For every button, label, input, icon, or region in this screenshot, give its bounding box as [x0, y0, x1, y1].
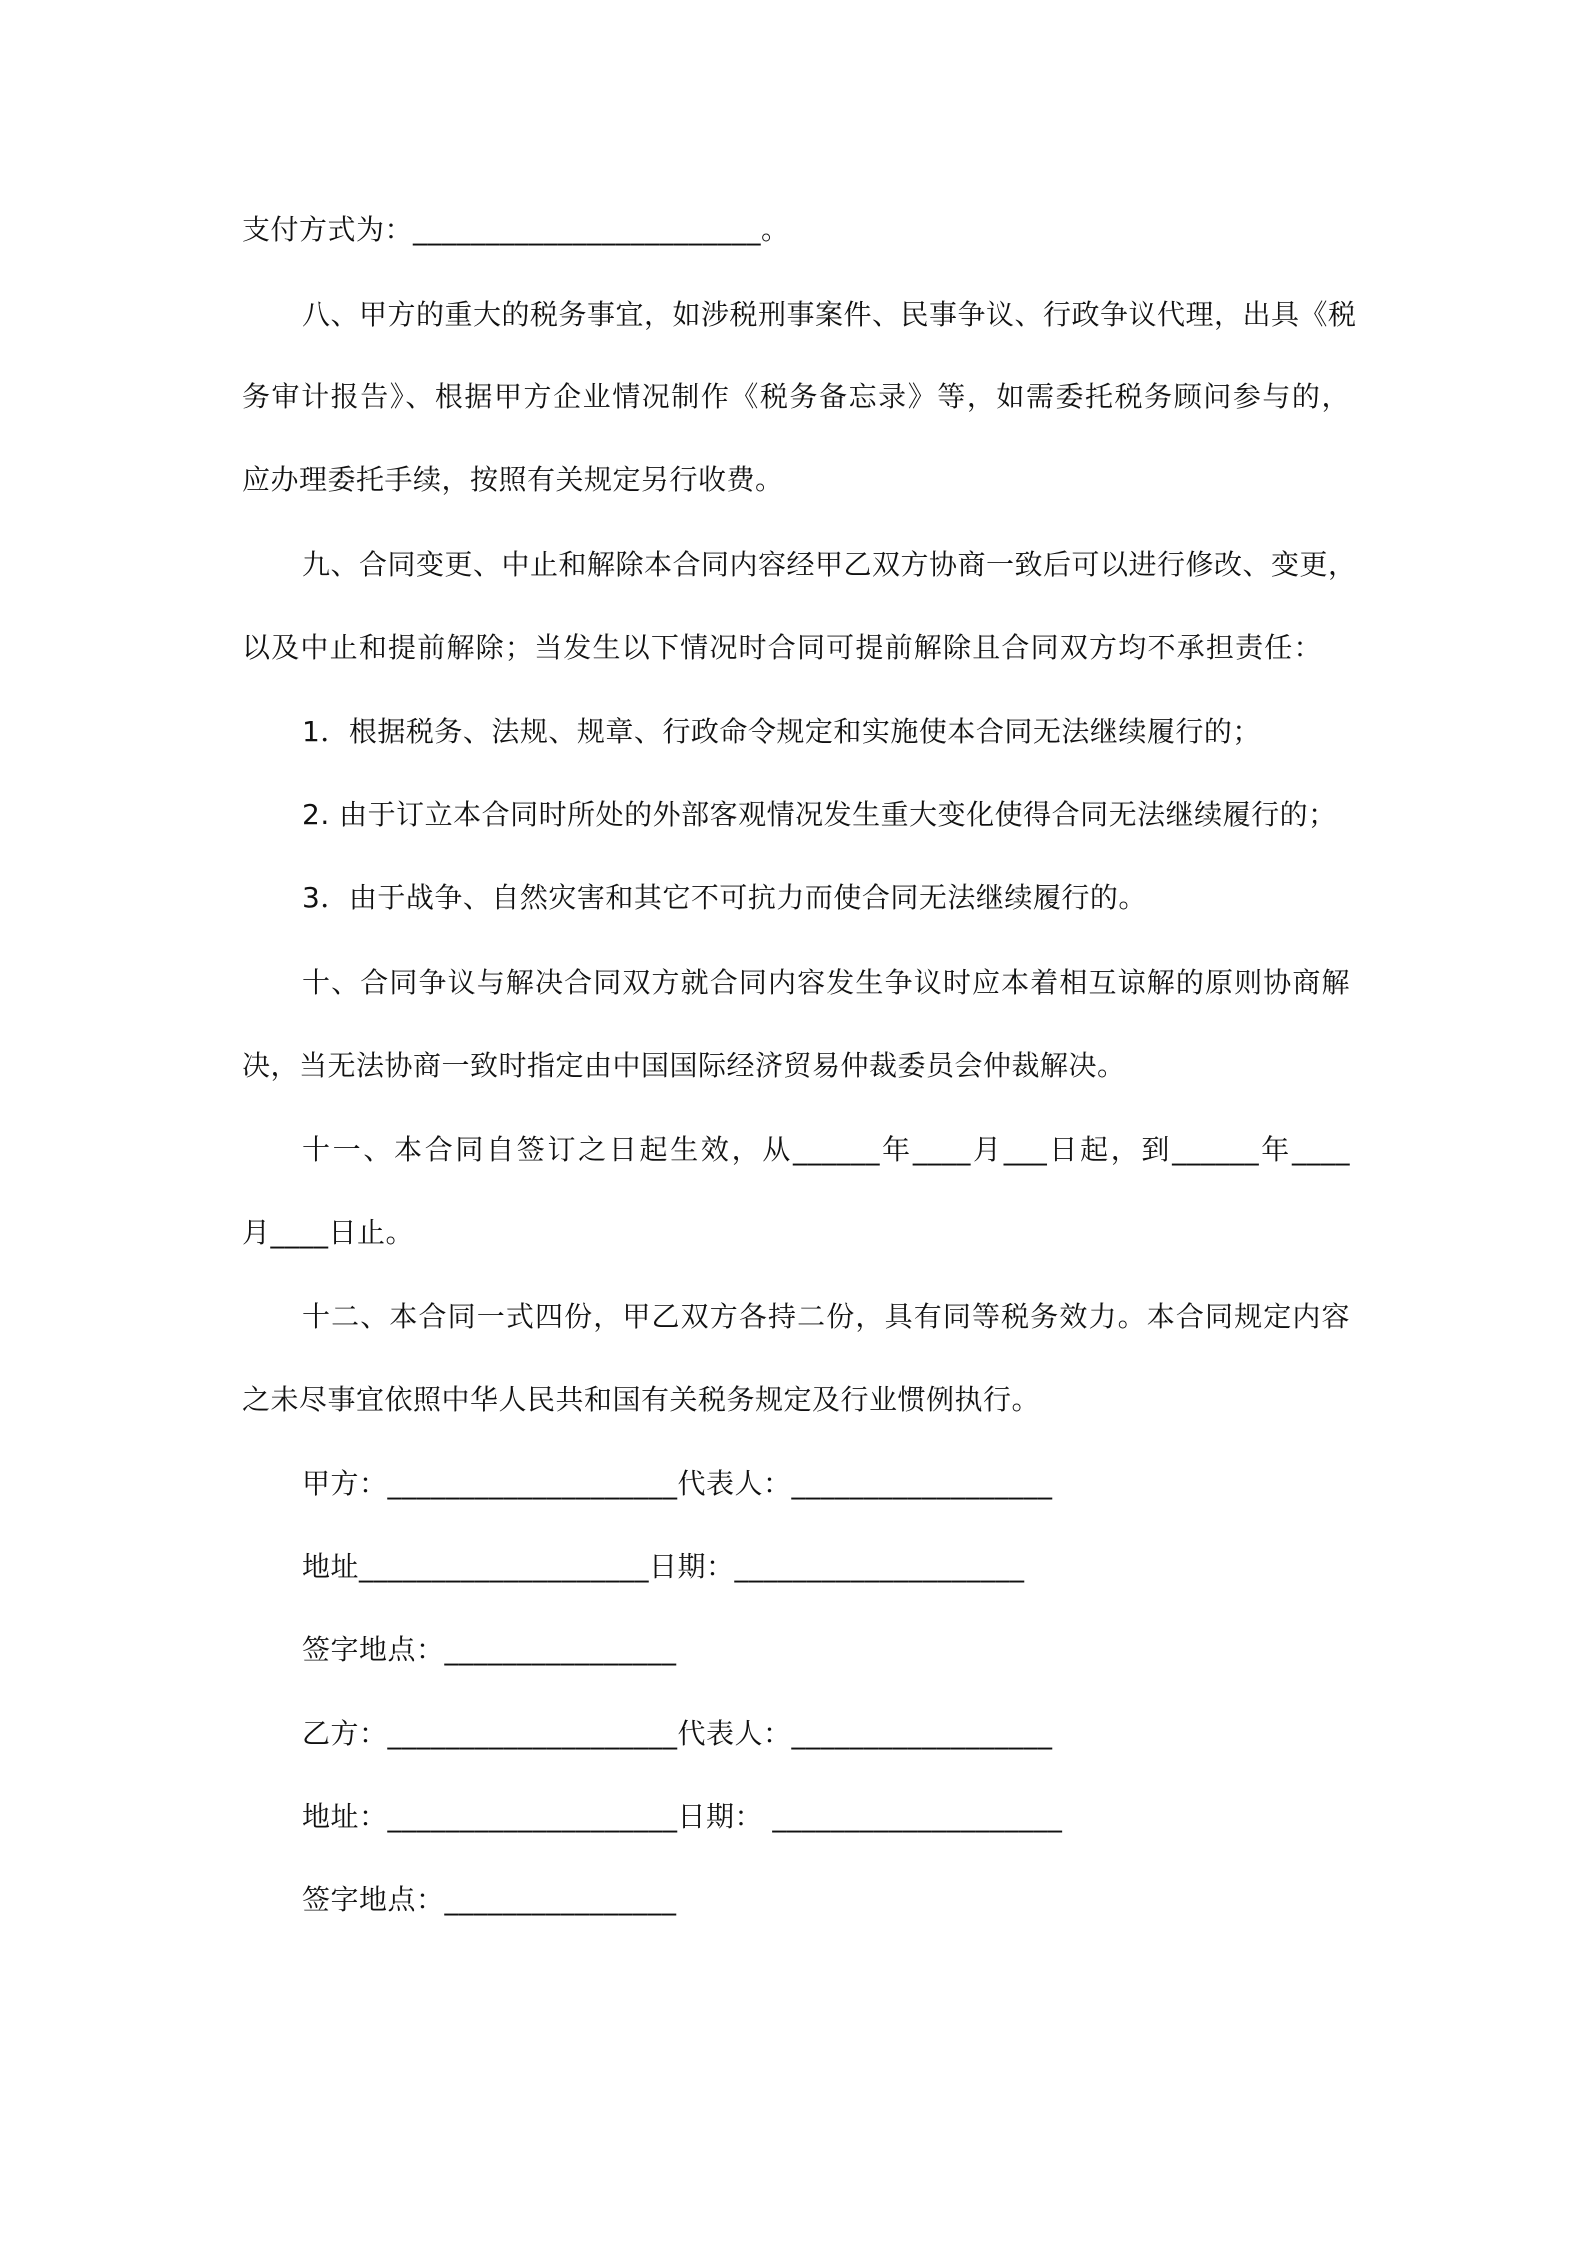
party-b-address-date-line: 地址：____________________日期： ____________________ [302, 1800, 1063, 1833]
clause-10-line-1: 十、合同争议与解决合同双方就合同内容发生争议时应本着相互谅解的原则协商解 [302, 966, 1350, 999]
clause-12-line-1: 十二、本合同一式四份，甲乙双方各持二份，具有同等税务效力。本合同规定内容 [302, 1300, 1350, 1333]
clause-8-line-2: 务审计报告》、根据甲方企业情况制作《税务备忘录》等，如需委托税务顾问参与的， [242, 380, 1350, 413]
clause-9-line-2: 以及中止和提前解除；当发生以下情况时合同可提前解除且合同双方均不承担责任： [242, 631, 1322, 664]
party-b-signing-place-line: 签字地点：________________ [302, 1883, 677, 1916]
clause-11-line-2: 月____日止。 [242, 1216, 415, 1249]
party-b-line: 乙方：____________________代表人：__________________ [302, 1717, 1053, 1750]
clause-11-line-1: 十一、本合同自签订之日起生效，从______年____月___日起，到______年____ [302, 1133, 1350, 1166]
clause-9-line-1: 九、合同变更、中止和解除本合同内容经甲乙双方协商一致后可以进行修改、变更， [302, 548, 1357, 581]
clause-12-line-2: 之未尽事宜依照中华人民共和国有关税务规定及行业惯例执行。 [242, 1383, 1041, 1416]
payment-method-line: 支付方式为：________________________。 [242, 213, 790, 246]
clause-10-line-2: 决，当无法协商一致时指定由中国国际经济贸易仲裁委员会仲裁解决。 [242, 1049, 1126, 1082]
party-a-address-date-line: 地址____________________日期：____________________ [302, 1550, 1025, 1583]
party-a-signing-place-line: 签字地点：________________ [302, 1633, 677, 1666]
clause-9-item-3: 3．由于战争、自然灾害和其它不可抗力而使合同无法继续履行的。 [302, 881, 1147, 914]
clause-9-item-2: 2. 由于订立本合同时所处的外部客观情况发生重大变化使得合同无法继续履行的； [302, 798, 1337, 831]
clause-8-line-3: 应办理委托手续，按照有关规定另行收费。 [242, 463, 784, 496]
clause-8-line-1: 八、甲方的重大的税务事宜，如涉税刑事案件、民事争议、行政争议代理，出具《税 [302, 298, 1357, 331]
party-a-line: 甲方：____________________代表人：__________________ [302, 1467, 1053, 1500]
clause-9-item-1: 1．根据税务、法规、规章、行政命令规定和实施使本合同无法继续履行的； [302, 715, 1261, 748]
